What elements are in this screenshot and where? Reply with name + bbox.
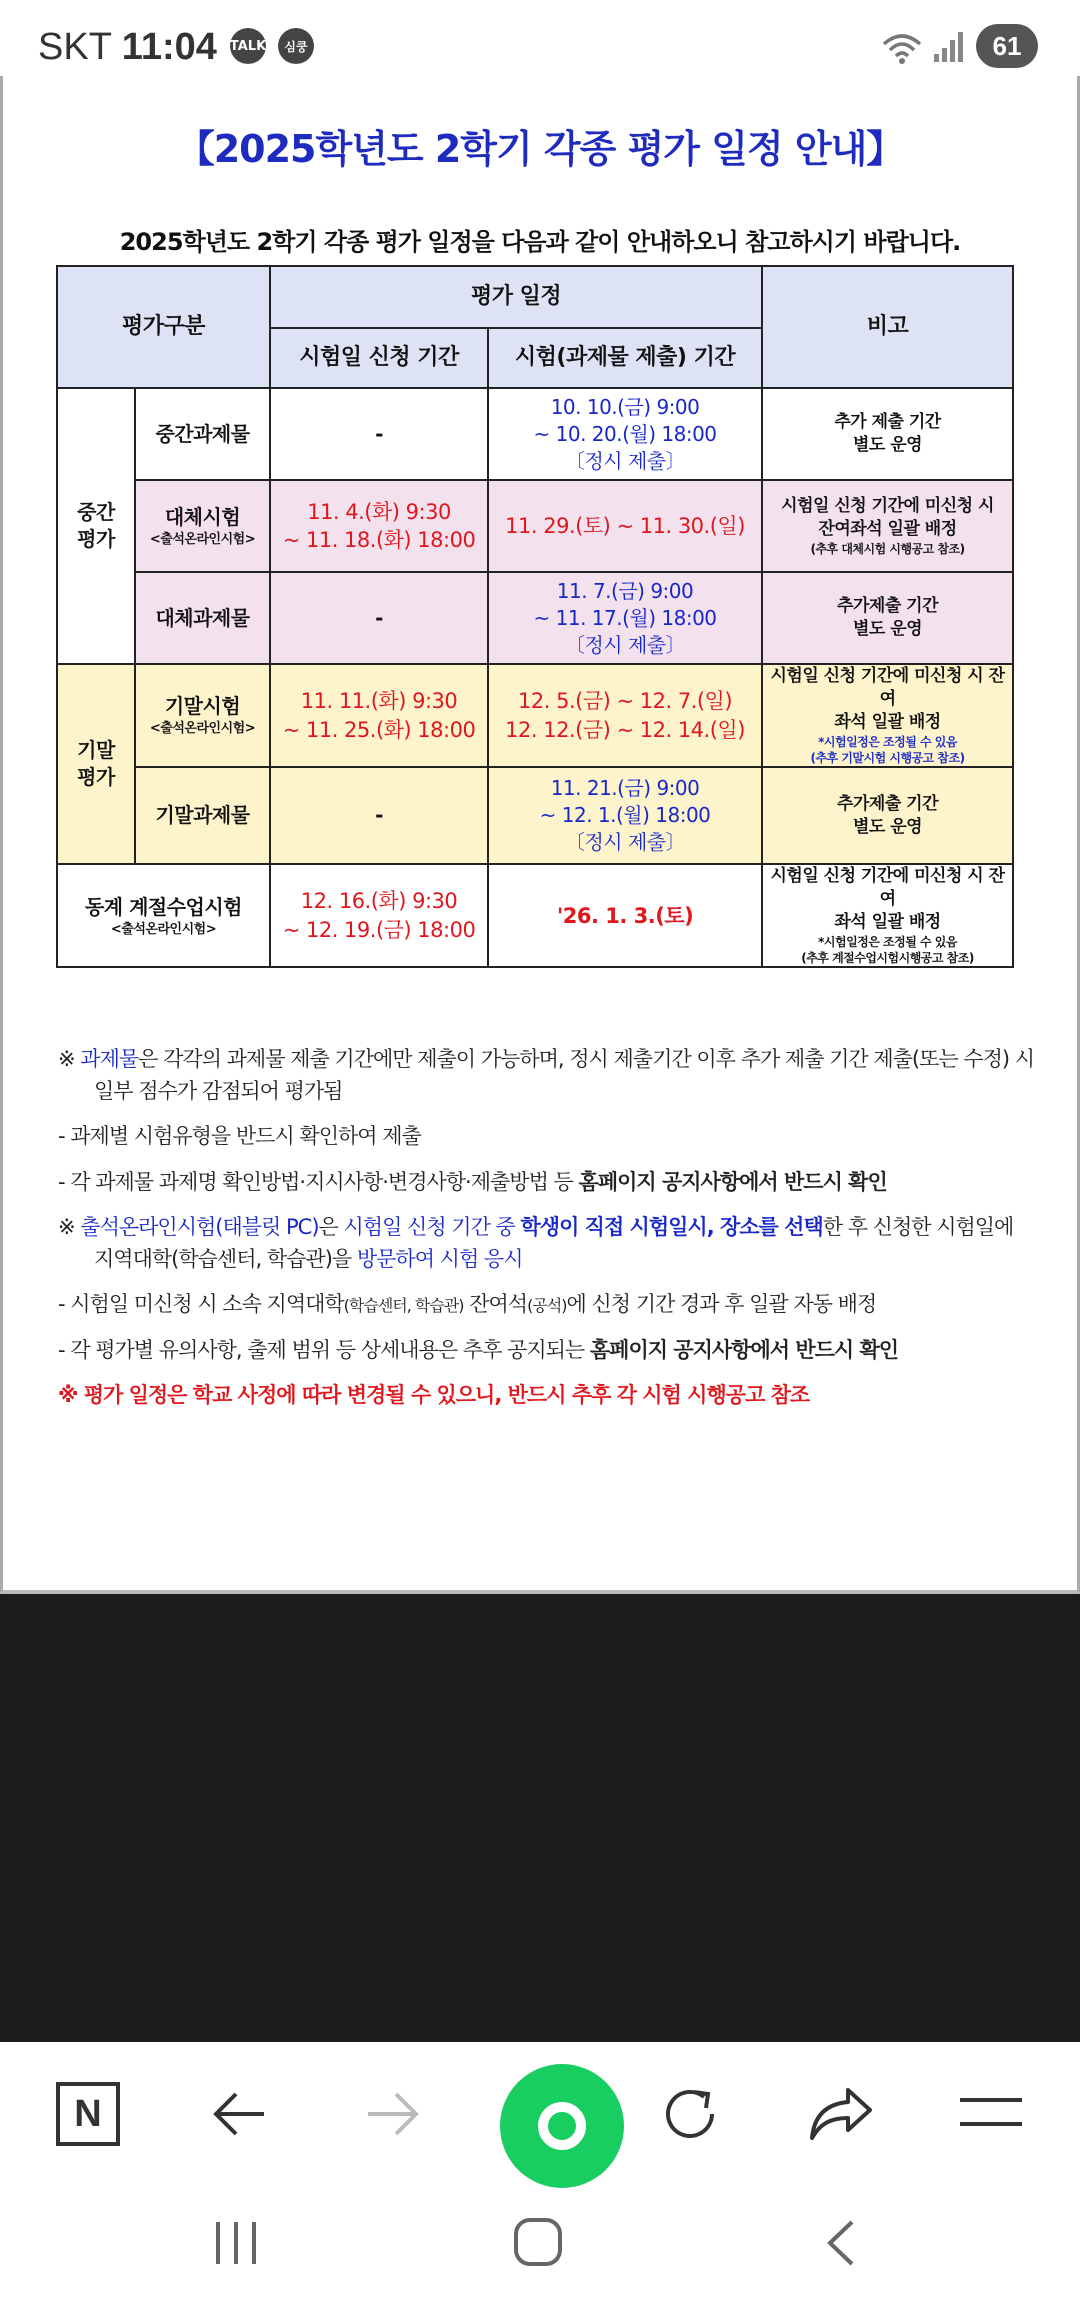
table-row-item: 기말과제물 xyxy=(135,767,270,864)
note-cell: 시험일 신청 기간에 미신청 시 잔여 좌석 일괄 배정 *시험일정은 조정될 수 있음 (추후 기말시험 시행공고 참조) xyxy=(762,664,1013,767)
status-carrier xyxy=(38,26,217,69)
exam-cell: 10. 10.(금) 9:00 ~ 10. 20.(월) 18:00 〔정시 제출〕 xyxy=(488,388,762,480)
schedule-table xyxy=(56,265,1014,968)
exam-cell: 11. 29.(토) ~ 11. 30.(일) xyxy=(488,480,762,572)
share-icon[interactable] xyxy=(808,2084,874,2144)
note-schedule-change: ※ 평가 일정은 학교 사정에 따라 변경될 수 있으니, 반드시 추후 각 시험 시행공고 참조 xyxy=(58,1383,810,1407)
note-assignments: ※ 과제물은 각각의 과제물 제출 기간에만 제출이 가능하며, 정시 제출기간 이후 추가 제출 기간 제출(또는 수정) 시 일부 점수가 감점되어 평가됨 xyxy=(58,1047,1035,1103)
category-final: 기말 평가 xyxy=(57,664,135,864)
home-icon[interactable] xyxy=(512,2216,564,2268)
refresh-icon[interactable] xyxy=(658,2082,722,2146)
header-apply-period: 시험일 신청 기간 xyxy=(270,328,488,388)
note-cell: 시험일 신청 기간에 미신청 시 잔여좌석 일괄 배정 (추후 대체시험 시행공고 참조) xyxy=(762,480,1013,572)
note-online-exam: ※ 출석온라인시험(태블릿 PC)은 시험일 신청 기간 중 학생이 직접 시험일시, 장소를 선택한 후 신청한 시험일에 지역대학(학습센터, 학습관)을 방문하여 시험 응시 xyxy=(58,1215,1014,1271)
table-row-item: 중간과제물 xyxy=(135,388,270,480)
green-dot-button[interactable] xyxy=(500,2064,624,2188)
apply-cell: 11. 4.(화) 9:30 ~ 11. 18.(화) 18:00 xyxy=(270,480,488,572)
note-auto-assign: - 시험일 미신청 시 소속 지역대학(학습센터, 학습관) 잔여석(공석)에 신청 기간 경과 후 일괄 자동 배정 xyxy=(58,1292,877,1316)
app-notification-icon: 심쿵 xyxy=(278,28,314,64)
note-check-type: - 과제별 시험유형을 반드시 확인하여 제출 xyxy=(58,1124,421,1148)
note-cell: 추가제출 기간 별도 운영 xyxy=(762,767,1013,864)
header-category: 평가구분 xyxy=(57,266,270,388)
green-dot-icon xyxy=(538,2102,586,2150)
apply-cell: - xyxy=(270,767,488,864)
carrier-label: SKT xyxy=(38,26,112,68)
note-cell: 추가제출 기간 별도 운영 xyxy=(762,572,1013,664)
signal-icon xyxy=(932,30,966,64)
exam-cell: '26. 1. 3.(토) xyxy=(488,864,762,967)
notes-section xyxy=(58,1044,1048,1426)
exam-cell: 12. 5.(금) ~ 12. 7.(일) 12. 12.(금) ~ 12. 14.(일) xyxy=(488,664,762,767)
naver-home-button[interactable]: N xyxy=(56,2082,120,2146)
exam-cell: 11. 21.(금) 9:00 ~ 12. 1.(월) 18:00 〔정시 제출〕 xyxy=(488,767,762,864)
wifi-icon xyxy=(880,30,924,66)
header-note: 비고 xyxy=(762,266,1013,388)
kakaotalk-notification-icon: TALK xyxy=(230,28,266,64)
apply-cell: - xyxy=(270,572,488,664)
table-row-item: 동계 계절수업시험 <출석온라인시험> xyxy=(57,864,270,967)
status-bar xyxy=(0,0,1080,76)
header-schedule: 평가 일정 xyxy=(270,266,762,328)
recent-apps-icon[interactable] xyxy=(212,2218,260,2268)
table-row-item: 대체시험 <출석온라인시험> xyxy=(135,480,270,572)
header-exam-period: 시험(과제물 제출) 기간 xyxy=(488,328,762,388)
battery-indicator: 61 xyxy=(976,24,1038,68)
back-arrow-icon[interactable] xyxy=(210,2084,270,2144)
page-subtitle: 2025학년도 2학기 각종 평가 일정을 다음과 같이 안내하오니 참고하시기 바랍니다. xyxy=(119,228,961,256)
apply-cell: 11. 11.(화) 9:30 ~ 11. 25.(화) 18:00 xyxy=(270,664,488,767)
apply-cell: 12. 16.(화) 9:30 ~ 12. 19.(금) 18:00 xyxy=(270,864,488,967)
browser-toolbar xyxy=(0,2042,1080,2316)
page-title: 【2025학년도 2학기 각종 평가 일정 안내】 xyxy=(176,127,904,171)
apply-cell: - xyxy=(270,388,488,480)
status-time: 11:04 xyxy=(121,26,217,68)
note-cell: 시험일 신청 기간에 미신청 시 잔여 좌석 일괄 배정 *시험일정은 조정될 수 있음 (추후 계절수업시험시행공고 참조) xyxy=(762,864,1013,967)
note-cell: 추가 제출 기간 별도 운영 xyxy=(762,388,1013,480)
table-row-item: 기말시험 <출석온라인시험> xyxy=(135,664,270,767)
category-midterm: 중간 평가 xyxy=(57,388,135,664)
menu-icon[interactable] xyxy=(958,2088,1024,2138)
exam-cell: 11. 7.(금) 9:00 ~ 11. 17.(월) 18:00 〔정시 제출〕 xyxy=(488,572,762,664)
system-back-icon[interactable] xyxy=(820,2218,860,2268)
table-row-item: 대체과제물 xyxy=(135,572,270,664)
forward-arrow-icon[interactable] xyxy=(362,2084,422,2144)
note-details: - 각 평가별 유의사항, 출제 범위 등 상세내용은 추후 공지되는 홈페이지 공지사항에서 반드시 확인 xyxy=(58,1337,899,1362)
note-check-homepage: - 각 과제물 과제명 확인방법·지시사항·변경사항·제출방법 등 홈페이지 공지사항에서 반드시 확인 xyxy=(58,1169,887,1194)
